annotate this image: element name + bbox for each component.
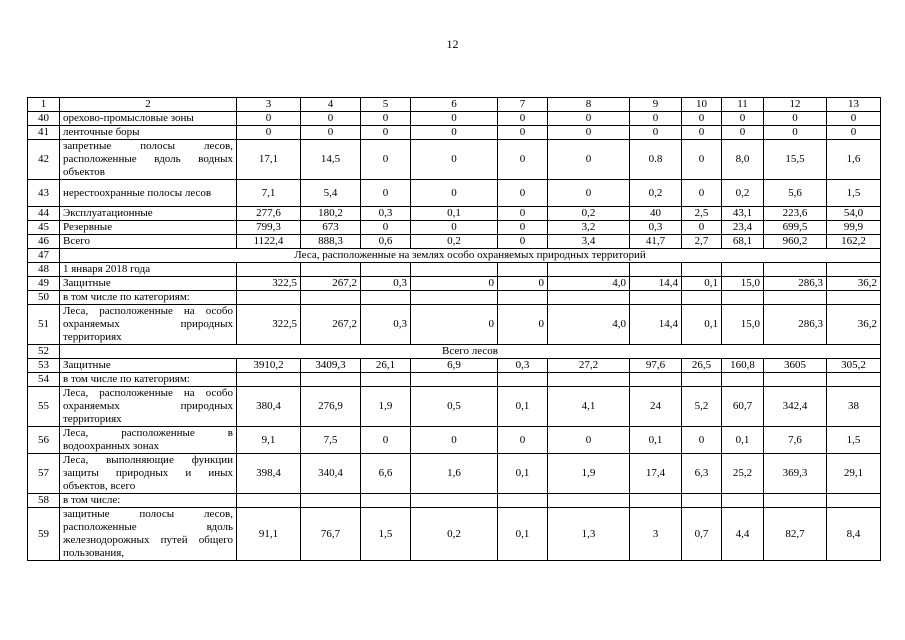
table-cell: 15,0 <box>722 305 764 345</box>
table-cell: 0 <box>301 126 361 140</box>
table-cell <box>301 291 361 305</box>
table-cell: 97,6 <box>630 359 682 373</box>
column-header: 7 <box>498 98 548 112</box>
row-label: в том числе по категориям: <box>60 291 237 305</box>
table-cell: 0 <box>722 126 764 140</box>
table-cell: 1,3 <box>548 508 630 561</box>
table-cell: 0,2 <box>630 180 682 207</box>
table-cell <box>548 263 630 277</box>
table-cell: 4,4 <box>722 508 764 561</box>
table-cell: 3605 <box>764 359 827 373</box>
table-cell: 5,6 <box>764 180 827 207</box>
table-cell <box>682 263 722 277</box>
table-cell <box>764 291 827 305</box>
table-cell <box>237 494 301 508</box>
table-cell: 0,3 <box>361 207 411 221</box>
column-header: 13 <box>827 98 881 112</box>
row-label: ленточные боры <box>60 126 237 140</box>
table-cell: 8,4 <box>827 508 881 561</box>
table-cell: 380,4 <box>237 387 301 427</box>
table-row <box>28 373 881 387</box>
table-cell <box>722 494 764 508</box>
table-cell: 1122,4 <box>237 235 301 249</box>
table-cell: 0 <box>301 112 361 126</box>
table-cell: 3,4 <box>548 235 630 249</box>
table-row <box>28 221 881 235</box>
table-cell: 7,6 <box>764 427 827 454</box>
table-cell: 99,9 <box>827 221 881 235</box>
table-cell: 0 <box>764 112 827 126</box>
table-cell: 24 <box>630 387 682 427</box>
table-cell: 267,2 <box>301 305 361 345</box>
row-label: Леса, выполняющие функции защиты природных и иных объектов, всего <box>60 454 237 494</box>
table-cell: 0,3 <box>361 277 411 291</box>
column-header: 5 <box>361 98 411 112</box>
column-header: 9 <box>630 98 682 112</box>
table-row <box>28 305 881 345</box>
row-label: Защитные <box>60 277 237 291</box>
table-row <box>28 359 881 373</box>
page-number: 12 <box>446 37 459 51</box>
table-cell <box>682 291 722 305</box>
table-cell <box>548 494 630 508</box>
table-cell: 2,7 <box>682 235 722 249</box>
table-cell: 0 <box>361 427 411 454</box>
table-cell <box>827 494 881 508</box>
table-cell: 38 <box>827 387 881 427</box>
table-cell <box>498 494 548 508</box>
table-cell: 0 <box>548 112 630 126</box>
table-cell: 0 <box>498 180 548 207</box>
table-cell: 82,7 <box>764 508 827 561</box>
table-row <box>28 249 881 263</box>
table-cell <box>682 494 722 508</box>
table-cell: 0 <box>498 305 548 345</box>
table-cell <box>301 373 361 387</box>
column-header: 11 <box>722 98 764 112</box>
table-cell: 1,6 <box>827 140 881 180</box>
table-cell: 8,0 <box>722 140 764 180</box>
table-cell: 0 <box>682 126 722 140</box>
row-number: 49 <box>28 277 60 291</box>
column-header: 3 <box>237 98 301 112</box>
table-cell: 4,0 <box>548 305 630 345</box>
row-label: запретные полосы лесов, расположенные вдоль водных объектов <box>60 140 237 180</box>
table-cell: 0.8 <box>630 140 682 180</box>
table-cell <box>827 291 881 305</box>
table-cell <box>361 494 411 508</box>
table-cell: 36,2 <box>827 305 881 345</box>
table-cell: 286,3 <box>764 277 827 291</box>
table-cell: 369,3 <box>764 454 827 494</box>
row-label: Защитные <box>60 359 237 373</box>
table-cell <box>237 291 301 305</box>
table-cell: 0 <box>548 126 630 140</box>
table-cell <box>827 373 881 387</box>
table-cell: 14,4 <box>630 305 682 345</box>
table-cell: 0 <box>411 277 498 291</box>
table-cell: 0 <box>682 427 722 454</box>
table-cell: 0,6 <box>361 235 411 249</box>
row-label: Леса, расположенные на особо охраняемых природных территориях <box>60 387 237 427</box>
table-cell: 91,1 <box>237 508 301 561</box>
table-cell: 0 <box>411 180 498 207</box>
table-cell: 322,5 <box>237 305 301 345</box>
table-row <box>28 235 881 249</box>
table-cell <box>722 263 764 277</box>
table-cell: 398,4 <box>237 454 301 494</box>
row-number: 46 <box>28 235 60 249</box>
table-cell: 5,4 <box>301 180 361 207</box>
row-label: в том числе по категориям: <box>60 373 237 387</box>
table-cell: 0 <box>411 305 498 345</box>
table-cell: 0,1 <box>682 305 722 345</box>
table-cell: 223,6 <box>764 207 827 221</box>
table-cell <box>301 263 361 277</box>
table-cell: 3,2 <box>548 221 630 235</box>
table-cell: 960,2 <box>764 235 827 249</box>
table-cell: 68,1 <box>722 235 764 249</box>
table-cell: 1,5 <box>827 180 881 207</box>
table-cell <box>764 263 827 277</box>
table-cell: 0 <box>361 112 411 126</box>
column-header: 4 <box>301 98 361 112</box>
table-row <box>28 112 881 126</box>
table-cell: 0,3 <box>498 359 548 373</box>
row-number: 44 <box>28 207 60 221</box>
row-number: 43 <box>28 180 60 207</box>
table-cell: 0 <box>630 112 682 126</box>
table-cell: 54,0 <box>827 207 881 221</box>
row-number: 45 <box>28 221 60 235</box>
row-number: 55 <box>28 387 60 427</box>
row-number: 57 <box>28 454 60 494</box>
table-cell: 0 <box>237 126 301 140</box>
table-cell: 276,9 <box>301 387 361 427</box>
table-cell: 0 <box>411 427 498 454</box>
table-row <box>28 494 881 508</box>
table-cell: 4,1 <box>548 387 630 427</box>
table-cell: 17,4 <box>630 454 682 494</box>
table-cell: 673 <box>301 221 361 235</box>
table-cell: 0,3 <box>630 221 682 235</box>
row-number: 48 <box>28 263 60 277</box>
table-cell: 3910,2 <box>237 359 301 373</box>
row-label: Эксплуатационные <box>60 207 237 221</box>
table-cell <box>237 263 301 277</box>
table-row <box>28 140 881 180</box>
table-cell: 699,5 <box>764 221 827 235</box>
table-cell: 25,2 <box>722 454 764 494</box>
table-cell: 0 <box>361 126 411 140</box>
table-cell: 2,5 <box>682 207 722 221</box>
table-cell: 14,4 <box>630 277 682 291</box>
table-cell: 0 <box>548 427 630 454</box>
row-label: 1 января 2018 года <box>60 263 237 277</box>
table-cell: 0 <box>827 112 881 126</box>
table-cell <box>411 373 498 387</box>
table-row <box>28 263 881 277</box>
table-cell: 0,2 <box>548 207 630 221</box>
table-cell: 26,1 <box>361 359 411 373</box>
table-cell <box>411 494 498 508</box>
row-label: Леса, расположенные в водоохранных зонах <box>60 427 237 454</box>
table-cell <box>237 373 301 387</box>
table-cell: 0 <box>682 140 722 180</box>
table-cell: 342,4 <box>764 387 827 427</box>
table-cell <box>361 373 411 387</box>
table-cell <box>630 373 682 387</box>
column-header: 10 <box>682 98 722 112</box>
table-row <box>28 291 881 305</box>
table-cell: 0 <box>498 207 548 221</box>
table-header-row <box>28 98 881 112</box>
table-cell: 17,1 <box>237 140 301 180</box>
table-cell <box>682 373 722 387</box>
row-label: Резервные <box>60 221 237 235</box>
table-cell: 0 <box>682 180 722 207</box>
table-cell <box>301 494 361 508</box>
table-cell: 1,9 <box>361 387 411 427</box>
row-number: 40 <box>28 112 60 126</box>
table-cell: 277,6 <box>237 207 301 221</box>
row-label: Всего <box>60 235 237 249</box>
row-number: 56 <box>28 427 60 454</box>
table-cell: 0 <box>411 221 498 235</box>
column-header: 1 <box>28 98 60 112</box>
table-cell: 0 <box>498 112 548 126</box>
table-cell <box>498 291 548 305</box>
table-cell: 0,1 <box>722 427 764 454</box>
row-number: 54 <box>28 373 60 387</box>
table-cell: 0 <box>682 221 722 235</box>
table-cell: 0,2 <box>411 235 498 249</box>
table-row <box>28 508 881 561</box>
row-number: 52 <box>28 345 60 359</box>
row-label: защитные полосы лесов, расположенные вдоль железнодорожных путей общего пользования, <box>60 508 237 561</box>
table-row <box>28 427 881 454</box>
table-cell <box>411 263 498 277</box>
section-title: Леса, расположенные на землях особо охраняемых природных территорий <box>60 249 881 263</box>
table-cell: 0 <box>411 140 498 180</box>
table-cell: 322,5 <box>237 277 301 291</box>
table-cell <box>498 373 548 387</box>
table-cell: 0 <box>411 112 498 126</box>
table-cell: 27,2 <box>548 359 630 373</box>
table-cell: 0 <box>411 126 498 140</box>
table-cell: 5,2 <box>682 387 722 427</box>
table-cell: 76,7 <box>301 508 361 561</box>
table-row <box>28 277 881 291</box>
table-cell: 0 <box>361 221 411 235</box>
table-cell: 0,1 <box>498 454 548 494</box>
table-cell: 23,4 <box>722 221 764 235</box>
table-cell: 14,5 <box>301 140 361 180</box>
table-cell: 3409,3 <box>301 359 361 373</box>
row-label: нерестоохранные полосы лесов <box>60 180 237 207</box>
table-cell: 0 <box>498 140 548 180</box>
table-cell: 15,0 <box>722 277 764 291</box>
row-label: в том числе: <box>60 494 237 508</box>
table-row <box>28 207 881 221</box>
row-number: 53 <box>28 359 60 373</box>
table-cell <box>764 494 827 508</box>
table-cell: 0 <box>361 180 411 207</box>
table-row <box>28 345 881 359</box>
table-cell: 0,5 <box>411 387 498 427</box>
table-cell <box>361 263 411 277</box>
table-cell: 160,8 <box>722 359 764 373</box>
column-header: 12 <box>764 98 827 112</box>
table-cell: 0 <box>498 235 548 249</box>
row-number: 58 <box>28 494 60 508</box>
row-label: орехово-промысловые зоны <box>60 112 237 126</box>
table-cell: 41,7 <box>630 235 682 249</box>
table-cell: 0 <box>764 126 827 140</box>
table-cell <box>722 373 764 387</box>
table-cell: 0 <box>682 112 722 126</box>
table-cell: 0 <box>722 112 764 126</box>
table-cell: 0 <box>630 126 682 140</box>
row-label: Леса, расположенные на особо охраняемых природных территориях <box>60 305 237 345</box>
table-cell: 0,1 <box>682 277 722 291</box>
table-cell: 0 <box>498 126 548 140</box>
table-cell: 4,0 <box>548 277 630 291</box>
table-cell: 1,6 <box>411 454 498 494</box>
table-cell: 0 <box>827 126 881 140</box>
row-number: 50 <box>28 291 60 305</box>
table-cell: 0 <box>498 221 548 235</box>
table-cell: 0,1 <box>411 207 498 221</box>
table-cell: 3 <box>630 508 682 561</box>
table-cell: 1,5 <box>361 508 411 561</box>
table-cell: 0 <box>498 277 548 291</box>
table-cell: 162,2 <box>827 235 881 249</box>
table-cell: 1,9 <box>548 454 630 494</box>
column-header: 2 <box>60 98 237 112</box>
row-number: 42 <box>28 140 60 180</box>
row-number: 41 <box>28 126 60 140</box>
table-cell: 1,5 <box>827 427 881 454</box>
table-cell: 340,4 <box>301 454 361 494</box>
table-cell: 888,3 <box>301 235 361 249</box>
row-number: 47 <box>28 249 60 263</box>
table-cell <box>411 291 498 305</box>
table-cell: 26,5 <box>682 359 722 373</box>
table-cell: 15,5 <box>764 140 827 180</box>
forest-data-table <box>27 97 881 561</box>
table-cell: 6,3 <box>682 454 722 494</box>
column-header: 8 <box>548 98 630 112</box>
table-cell <box>548 291 630 305</box>
table-cell: 0 <box>237 112 301 126</box>
table-cell: 0,2 <box>411 508 498 561</box>
table-cell: 43,1 <box>722 207 764 221</box>
table-cell: 6,6 <box>361 454 411 494</box>
table-cell: 180,2 <box>301 207 361 221</box>
table-cell: 0,1 <box>498 387 548 427</box>
row-number: 59 <box>28 508 60 561</box>
table-cell: 0,2 <box>722 180 764 207</box>
table-cell: 286,3 <box>764 305 827 345</box>
table-cell <box>764 373 827 387</box>
table-cell <box>630 494 682 508</box>
table-cell: 0 <box>548 180 630 207</box>
table-cell: 799,3 <box>237 221 301 235</box>
table-cell <box>827 263 881 277</box>
table-cell: 0 <box>548 140 630 180</box>
table-cell: 7,5 <box>301 427 361 454</box>
table-row <box>28 180 881 207</box>
table-cell <box>630 263 682 277</box>
section-title: Всего лесов <box>60 345 881 359</box>
table-row <box>28 454 881 494</box>
table-cell: 0 <box>361 140 411 180</box>
table-cell: 305,2 <box>827 359 881 373</box>
table-row <box>28 126 881 140</box>
table-cell: 0 <box>498 427 548 454</box>
table-cell <box>361 291 411 305</box>
table-cell: 7,1 <box>237 180 301 207</box>
table-cell: 0,7 <box>682 508 722 561</box>
table-cell: 267,2 <box>301 277 361 291</box>
table-cell <box>722 291 764 305</box>
table-cell <box>630 291 682 305</box>
table-cell: 0,1 <box>630 427 682 454</box>
table-cell: 36,2 <box>827 277 881 291</box>
table-cell: 9,1 <box>237 427 301 454</box>
table-cell: 0,1 <box>498 508 548 561</box>
table-cell: 40 <box>630 207 682 221</box>
table-cell: 29,1 <box>827 454 881 494</box>
table-cell <box>498 263 548 277</box>
table-cell <box>548 373 630 387</box>
table-cell: 60,7 <box>722 387 764 427</box>
row-number: 51 <box>28 305 60 345</box>
table-row <box>28 387 881 427</box>
column-header: 6 <box>411 98 498 112</box>
table-cell: 6,9 <box>411 359 498 373</box>
table-cell: 0,3 <box>361 305 411 345</box>
